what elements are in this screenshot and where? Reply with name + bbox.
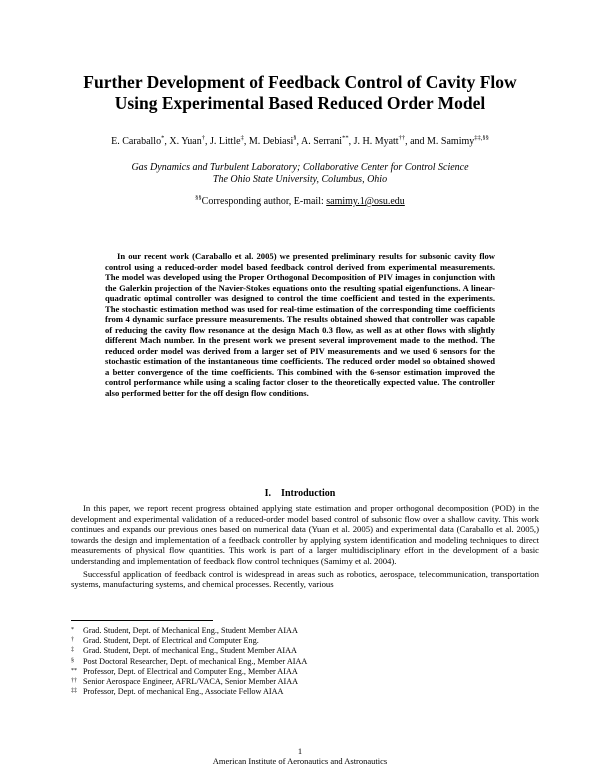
author: A. Serrani**, (300, 134, 354, 147)
intro-paragraph: In this paper, we report recent progress obtained applying state estimation and proper orthogonal decomposition (POD) in the development and experimental validation of a reduced-order model based control of subsonic flow over a shallow cavity. This work continues and expands our previous ones based on numerical data (Yuan et al. 2005) and experimental data (Caraballo et al. 2005,) towards the design and implementation of a feedback controller by applying system identification and modeling techniques to direct measurements of physical flow quantities. This work is part of a larger multidisciplinary effort in the development of a basic understanding and implementation of feedback flow control techniques (Samimy et al. 2004). (71, 503, 539, 566)
paper-title (40, 72, 560, 114)
footnote: * Grad. Student, Dept. of Mechanical Eng., Student Member AIAA (71, 626, 298, 635)
intro-paragraph: Successful application of feedback control is widespread in areas such as robotics, aerospace, telecommunication, transportation systems, manufacturing systems, and chemical processes. Recently, various (71, 568, 539, 590)
footnote: ‡ Grad. Student, Dept. of mechanical Eng., Student Member AIAA (71, 646, 297, 656)
footnote: †† Senior Aerospace Engineer, AFRL/VACA, Senior Member AIAA (71, 677, 299, 687)
journal-footer: American Institute of Aeronautics and Astronautics (212, 756, 388, 766)
author: J. Little‡, (210, 134, 249, 147)
affiliation (40, 162, 560, 186)
affiliation-line-1: Gas Dynamics and Turbulent Laboratory; Collaborative Center for Control Science (131, 162, 469, 173)
email-link[interactable]: samimy.1@osu.edu (326, 196, 405, 207)
introduction-body (71, 503, 539, 590)
corresponding-label: Corresponding author, E-mail: (201, 196, 327, 207)
affiliation-line-2: The Ohio State University, Columbus, Ohio (212, 174, 388, 185)
author: E. Caraballo*, (111, 134, 170, 147)
author: J. H. Myatt††, and (353, 134, 428, 147)
author: X. Yuan†, (169, 134, 210, 147)
corresponding-mark: §§ (195, 194, 202, 202)
author-list (40, 136, 560, 148)
title-line-1: Further Development of Feedback Control of Cavity Flow (83, 72, 517, 92)
section-heading: I. Introduction (264, 488, 336, 499)
footnote-divider (71, 620, 213, 621)
abstract: In our recent work (Caraballo et al. 2005) we presented preliminary results for subsonic cavity flow control using a reduced-order model based feedback control derived from experimental measurements. The model was developed using the Proper Orthogonal Decomposition of PIV images in conjunction with the Galerkin projection of the Navier-Stokes equations onto the resulting spatial eigenfunctions. A linear-quadratic optimal controller was designed to control the time coefficient and tested in the experiments. The stochastic estimation method was used for real-time estimation of the corresponding time coefficients from 4 dynamic surface pressure measurements. The results obtained showed that controller was capable of reducing the cavity flow resonance at the design Mach 0.3 flow, as well as at other flows with slightly different Mach number. In the present work we present several improvement made to the method. The reduced order model was derived from a larger set of PIV measurements and we used 6 sensors for the stochastic estimation of the instantaneous time coefficients. The reduced order model so obtained showed a better convergence of the time coefficients. This combined with the 6-sensor estimation improved the control performance while using a scaling factor closer to the theoretically expected value. The controller also performed better for the off design flow conditions. (105, 251, 495, 398)
footnotes (71, 626, 539, 697)
title-line-2: Using Experimental Based Reduced Order Model (114, 93, 486, 113)
corresponding-author (40, 196, 560, 208)
author: M. Debiasi§, (248, 134, 301, 147)
footnote: ** Professor, Dept. of Electrical and Computer Eng., Member AIAA (71, 666, 298, 676)
author: M. Samimy‡‡,§§ (427, 134, 489, 147)
footnote: § Post Doctoral Researcher, Dept. of mechanical Eng., Member AIAA (71, 656, 308, 666)
page-number: 1 (297, 746, 303, 756)
footnote: † Grad. Student, Dept. of Electrical and Computer Eng. (71, 636, 259, 646)
footnote: ‡‡ Professor, Dept. of mechanical Eng., Associate Fellow AIAA (71, 687, 284, 697)
